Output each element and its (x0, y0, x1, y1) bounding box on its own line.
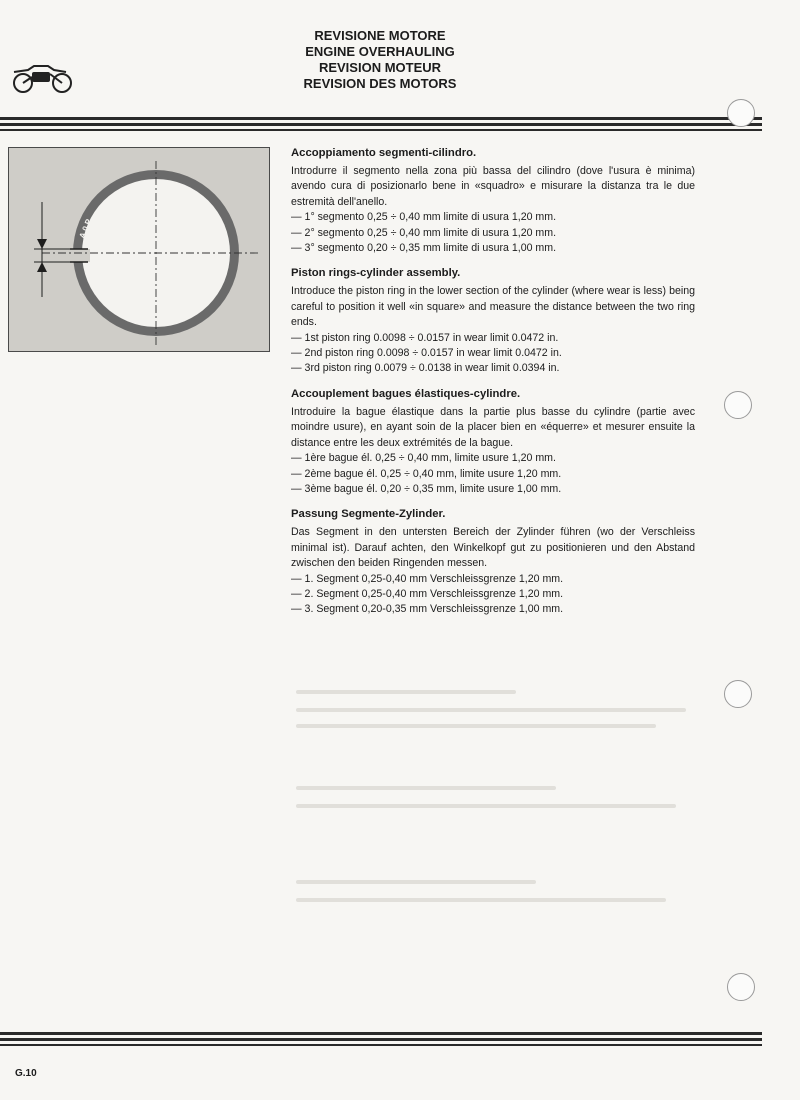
bleed-through (296, 690, 516, 694)
section-german (291, 507, 695, 617)
spec-item: — 1st piston ring 0.0098 ÷ 0.0157 in wear limit 0.0472 in. (291, 331, 695, 346)
motorcycle-icon (10, 60, 76, 94)
spec-item: — 2nd piston ring 0.0098 ÷ 0.0157 in wear limit 0.0472 in. (291, 346, 695, 361)
section-body: Das Segment in den untersten Bereich der Zylinder führen (wo der Verschleiss minimal ist). Darauf achten, den Winkelkopf gut zu positionieren und den Abstand zwischen den beiden Ringenden messen. (291, 526, 695, 570)
spec-item: — 1° segmento 0,25 ÷ 0,40 mm limite di usura 1,20 mm. (291, 210, 695, 225)
figure-label: A.0.P. (77, 216, 94, 240)
piston-ring-diagram (8, 147, 270, 352)
header-divider (0, 117, 762, 133)
bleed-through (296, 786, 556, 790)
spec-item: — 3° segmento 0,20 ÷ 0,35 mm limite di usura 1,00 mm. (291, 241, 695, 256)
spec-item: — 2. Segment 0,25-0,40 mm Verschleissgrenze 1,20 mm. (291, 587, 695, 602)
spec-item: — 2ème bague él. 0,25 ÷ 0,40 mm, limite usure 1,20 mm. (291, 467, 695, 482)
title-french: REVISION MOTEUR (318, 60, 442, 75)
spec-list (291, 210, 695, 256)
binder-hole (724, 680, 752, 708)
section-english (291, 266, 695, 376)
spec-item: — 1. Segment 0,25-0,40 mm Verschleissgrenze 1,20 mm. (291, 572, 695, 587)
binder-hole (727, 973, 755, 1001)
title-english: ENGINE OVERHAULING (305, 44, 455, 59)
binder-hole (724, 391, 752, 419)
binder-hole (727, 99, 755, 127)
section-french (291, 387, 695, 497)
spec-list (291, 331, 695, 377)
spec-list (291, 451, 695, 497)
bleed-through (296, 724, 656, 728)
section-title: Passung Segmente-Zylinder. (291, 508, 446, 521)
spec-item: — 1ère bague él. 0,25 ÷ 0,40 mm, limite usure 1,20 mm. (291, 451, 695, 466)
section-body: Introduce the piston ring in the lower section of the cylinder (where wear is less) being careful to position it well «in square» and measure the distance between the two ring ends. (291, 285, 695, 329)
section-title: Accoppiamento segmenti-cilindro. (291, 147, 477, 159)
section-italian (291, 146, 695, 256)
spec-list (291, 572, 695, 618)
section-title: Piston rings-cylinder assembly. (291, 267, 461, 280)
section-body: Introdurre il segmento nella zona più bassa del cilindro (dove l'usura è minima) avendo cura di posizionarlo bene in «squadro» e misurare la distanza tra le due estremità dell'anello. (291, 165, 695, 208)
header-titles (240, 28, 520, 92)
spec-item: — 3. Segment 0,20-0,35 mm Verschleissgrenze 1,00 mm. (291, 602, 695, 617)
title-italian: REVISIONE MOTORE (314, 28, 446, 43)
spec-item: — 3ème bague él. 0,20 ÷ 0,35 mm, limite usure 1,00 mm. (291, 482, 695, 497)
spec-item: — 3rd piston ring 0.0079 ÷ 0.0138 in wear limit 0.0394 in. (291, 361, 695, 376)
spec-item: — 2° segmento 0,25 ÷ 0,40 mm limite di usura 1,20 mm. (291, 226, 695, 241)
page-number: G.10 (15, 1068, 37, 1079)
section-body: Introduire la bague élastique dans la partie plus basse du cylindre (partie avec moindre usure), en ayant soin de la placer bien en «équerre» et mesurer ensuite la distance entre les deux extrémités de la bague. (291, 405, 695, 449)
section-title: Accouplement bagues élastiques-cylindre. (291, 387, 521, 400)
bleed-through (296, 708, 686, 712)
bleed-through (296, 804, 676, 808)
footer-divider (0, 1032, 762, 1048)
title-german: REVISION DES MOTORS (303, 76, 457, 91)
content-column (291, 146, 695, 628)
bleed-through (296, 898, 666, 902)
bleed-through (296, 880, 536, 884)
